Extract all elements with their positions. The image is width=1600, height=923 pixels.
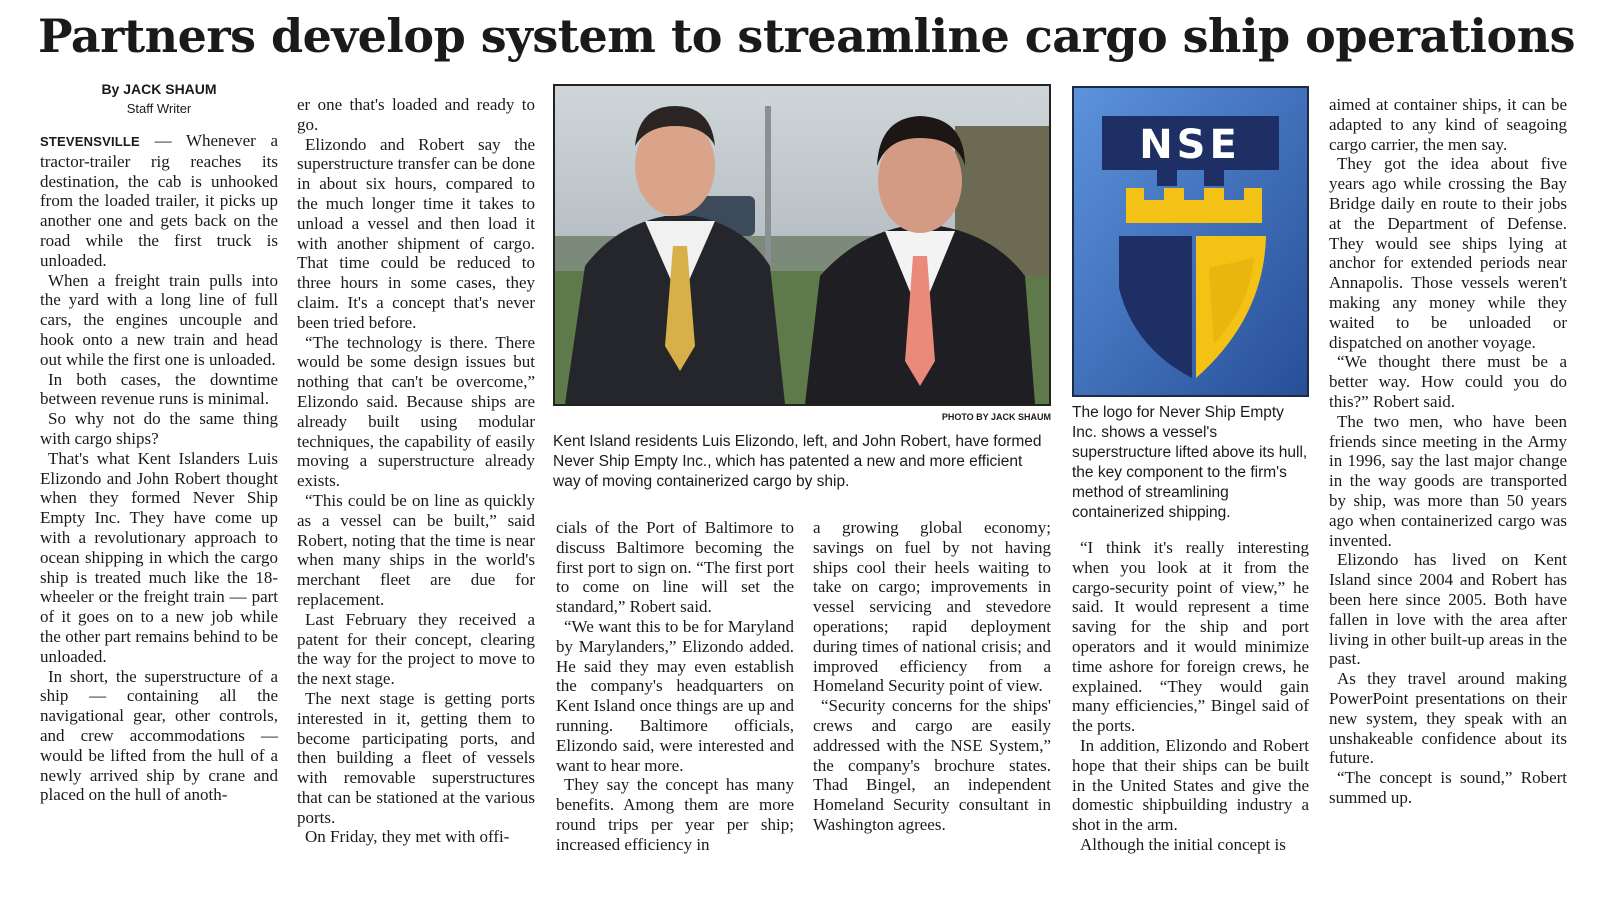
paragraph: They got the idea about five years ago while crossing the Bay Bridge daily en route to their jobs at the Department of Defense. They would see ships lying at anchor for extended periods near Annapolis. Those vessels weren't making any money while they waited to be unloaded or dispatched on another voyage. — [1329, 154, 1567, 352]
paragraph: So why not do the same thing with cargo ships? — [40, 409, 278, 448]
paragraph: Elizondo has lived on Kent Island since 2004 and Robert has been here since 2005. Both have fallen in love with the area after living in other built-up areas in the past. — [1329, 550, 1567, 669]
byline — [40, 80, 278, 119]
paragraph: On Friday, they met with offi- — [305, 827, 510, 847]
paragraph: “We want this to be for Maryland by Marylanders,” Elizondo added. He said they may even establish the company's headquarters on Kent Island once things are up and running. Baltimore officials, Elizondo said, were interested and want to hear more. — [556, 616, 794, 775]
paragraph: Elizondo and Robert say the superstructure transfer can be done in about six hours, compared to the much longer time it takes to unload a vessel and then load it with another shipment of cargo. That time could be reduced to three hours in some cases, they claim. It's a concept that's never been tried before. — [297, 134, 535, 332]
article-column-6 — [1329, 95, 1567, 808]
byline-name: By JACK SHAUM — [101, 81, 217, 97]
paragraph — [40, 131, 278, 271]
paragraph: a growing global economy; savings on fuel by not having ships cool their heels waiting to take on cargo; improvements in vessel servicing and stevedore operations; rapid deployment during times of national crisis; and improved efficiency from a Homeland Security point of view. — [813, 518, 1051, 696]
photo-caption: Kent Island residents Luis Elizondo, left, and John Robert, have formed Never Ship Empty Inc., which has patented a new and more efficient way of moving containerized cargo by ship. — [553, 433, 1042, 490]
paragraph: Last February they received a patent for their concept, clearing the way for the project to move to the next stage. — [297, 609, 535, 689]
paragraph: “This could be on line as quickly as a vessel can be built,” said Robert, noting that the time is near when many ships in the world's merchant fleet are due for replacement. — [297, 490, 535, 609]
article-column-3 — [556, 518, 794, 855]
logo-caption: The logo for Never Ship Empty Inc. shows a vessel's superstructure lifted above its hull, the key component to the firm's method of streamlining containerized shipping. — [1072, 404, 1308, 521]
paragraph: aimed at container ships, it can be adapted to any kind of seagoing cargo carrier, the men say. — [1329, 95, 1567, 154]
nse-logo-image — [1072, 86, 1309, 397]
photo-image — [555, 86, 1049, 404]
article-column-5 — [1072, 538, 1309, 855]
paragraph: “Security concerns for the ships' crews and cargo are easily addressed with the NSE System,” the company's brochure states. Thad Bingel, an independent Homeland Security consultant in Washington agrees. — [813, 696, 1051, 834]
paragraph: er one that's loaded and ready to go. — [297, 95, 535, 134]
article-column-1 — [40, 80, 278, 805]
ship-logo-icon — [1074, 88, 1307, 395]
paragraph: In short, the superstructure of a ship — containing all the navigational gear, other controls, and crew accommodations — would be lifted from the hull of a newly arrived ship by crane and placed on the hull of anoth- — [40, 666, 278, 805]
photo-founders — [553, 84, 1051, 406]
headline: Partners develop system to streamline cargo ship operations — [38, 9, 1576, 63]
article-column-2 — [297, 95, 535, 847]
paragraph: When a freight train pulls into the yard with a long line of full cars, the engines uncouple and hook onto a new train and head out while the first one is unloaded. — [40, 270, 278, 369]
paragraph: Although the initial concept is — [1080, 834, 1286, 854]
paragraph: In both cases, the downtime between revenue runs is minimal. — [40, 369, 278, 409]
paragraph: As they travel around making PowerPoint presentations on their new system, they speak with an unshakeable confidence about its future. — [1329, 669, 1567, 768]
paragraph: They say the concept has many benefits. Among them are more round trips per year per ship; increased efficiency in — [556, 775, 794, 854]
dateline: STEVENSVILLE — [40, 134, 140, 149]
paragraph: “The concept is sound,” Robert summed up. — [1329, 768, 1567, 807]
byline-role: Staff Writer — [126, 101, 192, 116]
article-column-4 — [813, 518, 1051, 835]
photo-credit: PHOTO BY JACK SHAUM — [941, 412, 1051, 422]
paragraph: “The technology is there. There would be some design issues but nothing that can't be overcome,” Elizondo said. Because ships are already built using modular techniques, the capability of easily moving a superstructure already exists. — [297, 332, 535, 491]
paragraph: That's what Kent Islanders Luis Elizondo and John Robert thought when they formed Never Ship Empty Inc. They have come up with a revolutionary approach to ocean shipping in which the cargo ship is treated much like the 18-wheeler or the freight train — part of it goes on to a new job while the other part remains behind to be unloaded. — [40, 448, 278, 666]
paragraph: cials of the Port of Baltimore to discuss Baltimore becoming the first port to sign on. “The first port to come on line will set the standard,” Robert said. — [556, 518, 794, 617]
paragraph: In addition, Elizondo and Robert hope that their ships can be built in the United States and give the domestic shipbuilding industry a shot in the arm. — [1072, 735, 1309, 835]
logo-text: NSE — [1139, 122, 1241, 168]
paragraph-text: — Whenever a tractor-trailer rig reaches its destination, the cab is unhooked from the loaded trailer, it picks up another one and gets back on the road while the first truck is unloaded. — [40, 131, 278, 270]
paragraph: “We thought there must be a better way. How could you do this?” Robert said. — [1329, 352, 1567, 411]
paragraph: The next stage is getting ports interested in it, getting them to become participating ports, and then building a fleet of vessels with removable superstructures that can be stationed at the various ports. — [297, 688, 535, 827]
paragraph: The two men, who have been friends since meeting in the Army in 1996, say the last major change in the way goods are transported by ship, was more than 50 years ago when containerized cargo was invented. — [1329, 411, 1567, 550]
paragraph: “I think it's really interesting when you look at it from the cargo-security point of view,” he said. It would represent a time saving for the ship and port operators and it would minimize time ashore for foreign crews, he explained. “They would gain many efficiencies,” Bingel said of the ports. — [1072, 538, 1309, 736]
